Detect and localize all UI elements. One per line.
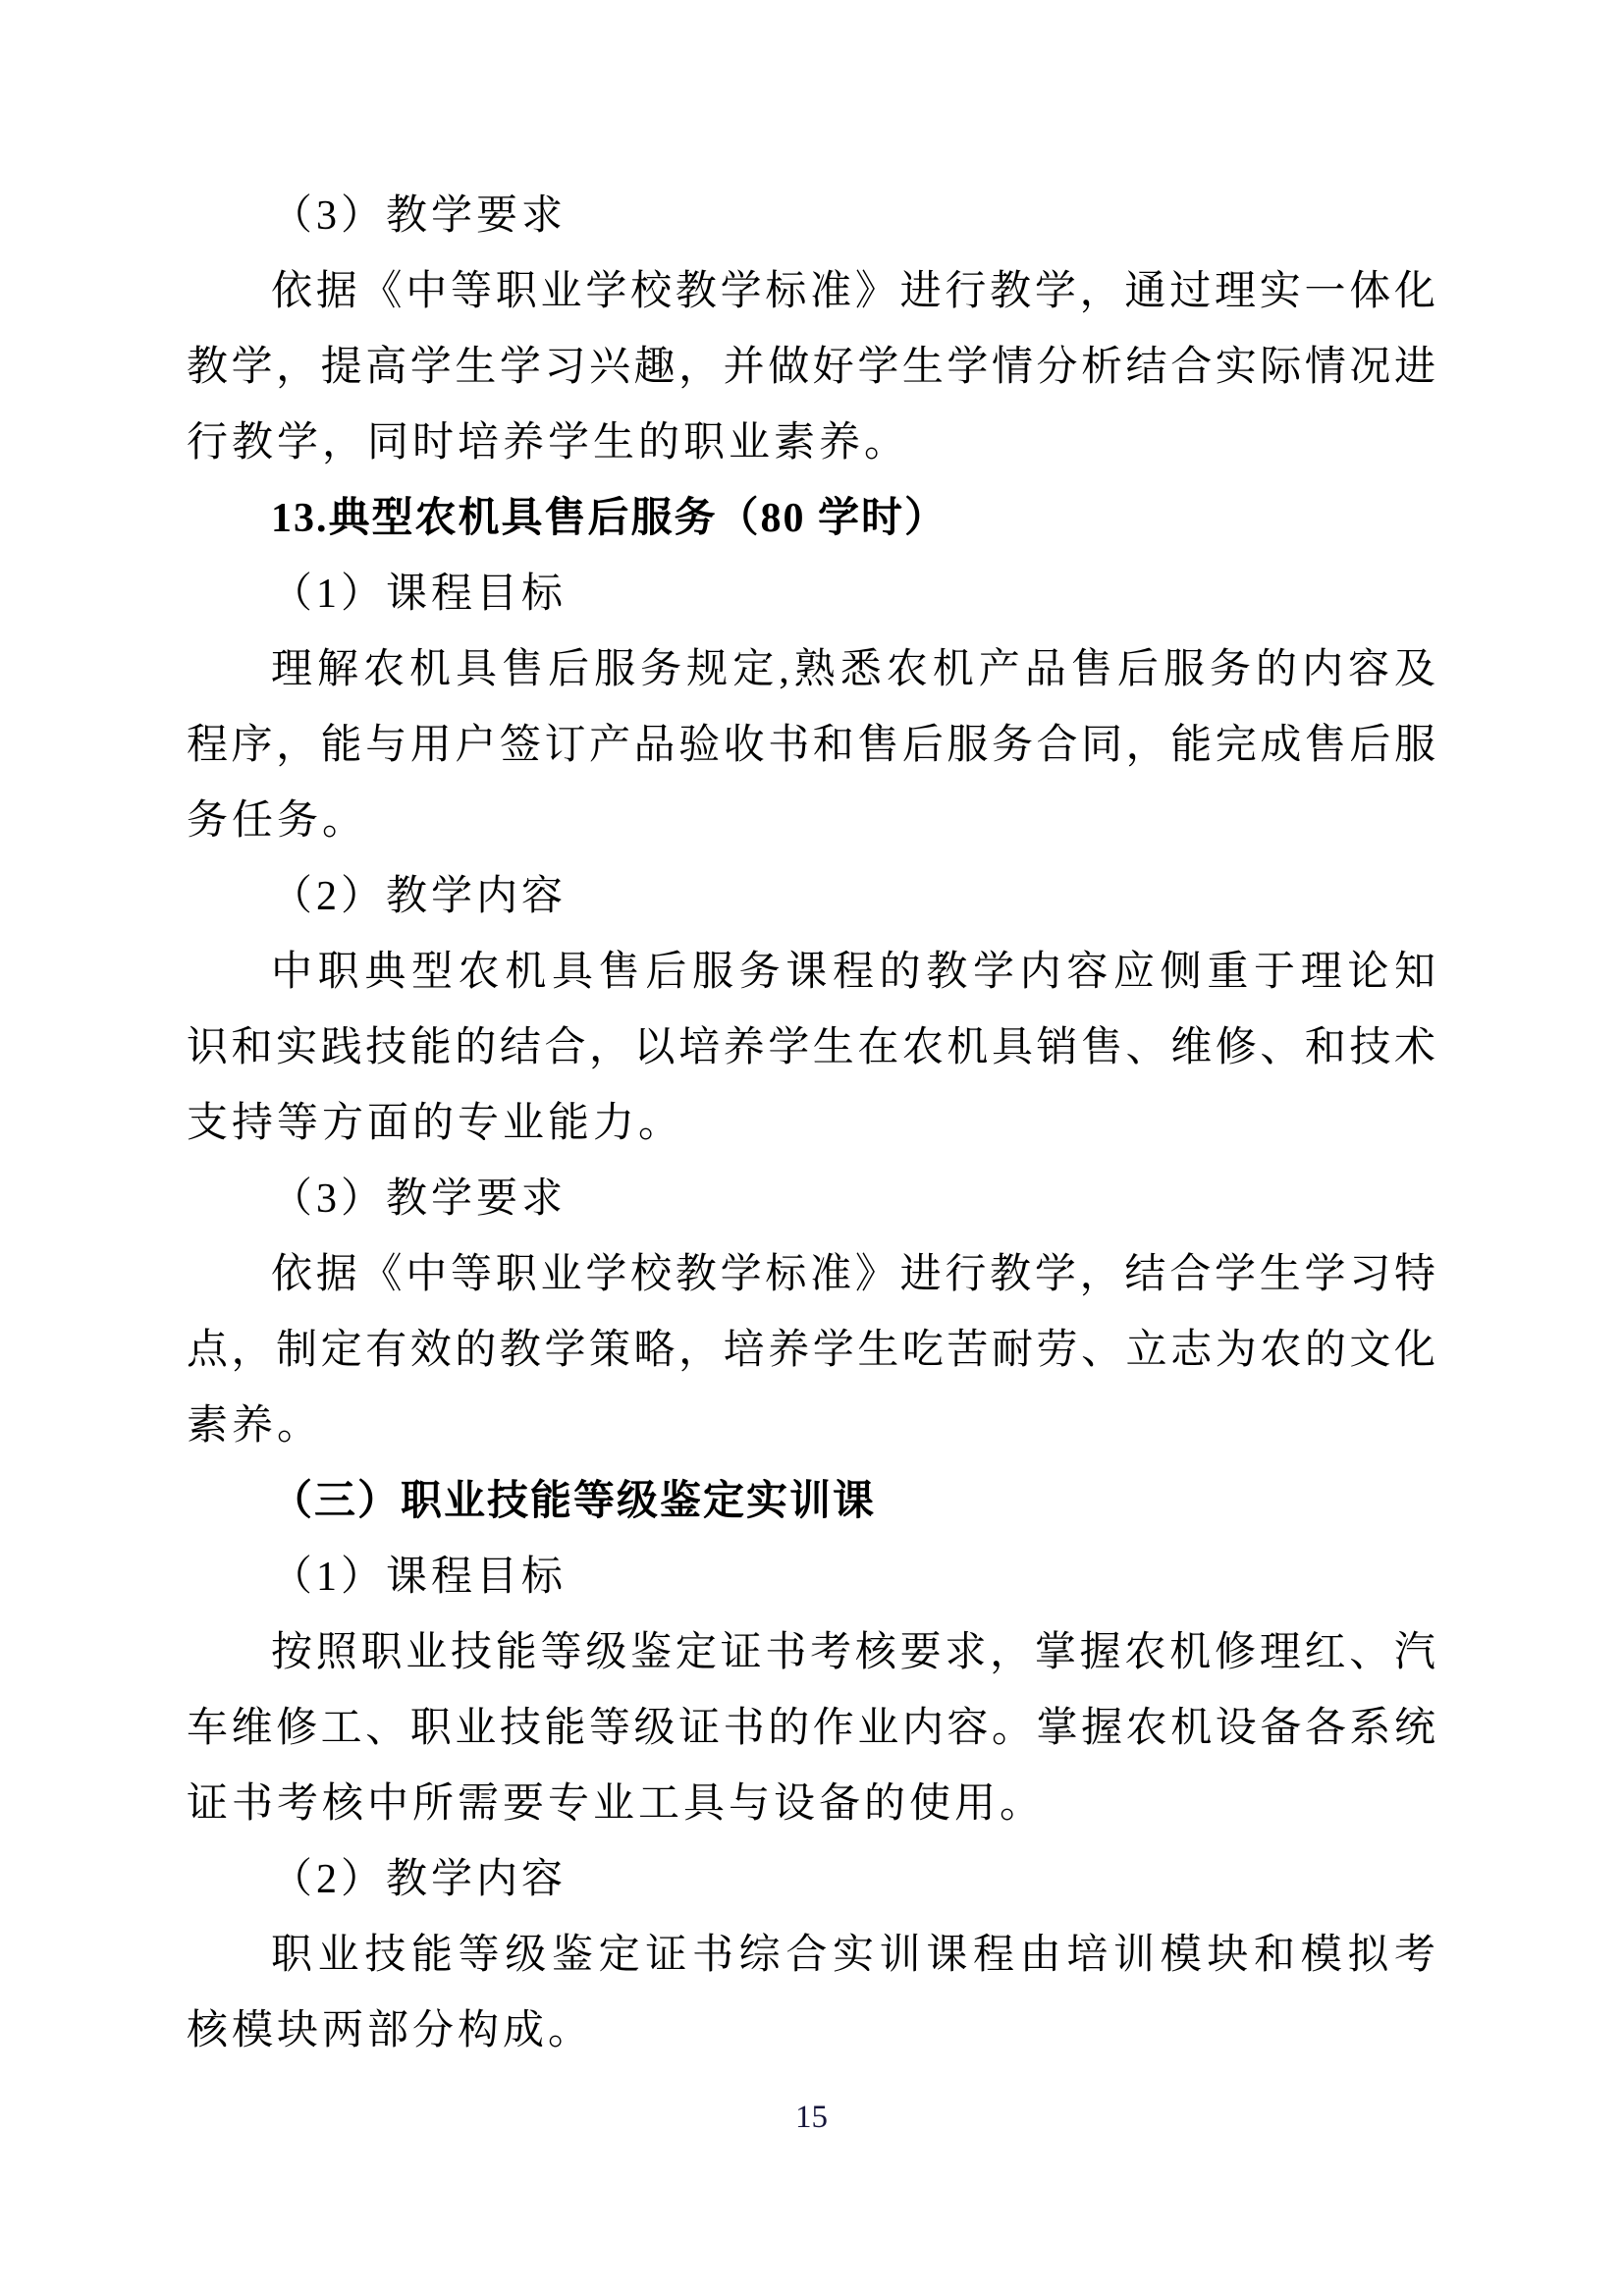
text-line: 核模块两部分构成。 bbox=[187, 2008, 594, 2053]
body-paragraph bbox=[187, 1918, 1435, 2069]
text-line: 程序，能与用户签订产品验收书和售后服务合同，能完成售后服 bbox=[187, 723, 1435, 768]
body-paragraph bbox=[187, 632, 1435, 859]
item-label bbox=[187, 179, 1435, 254]
text-line: （3）教学要求 bbox=[271, 1176, 568, 1222]
text-line: 车维修工、职业技能等级证书的作业内容。掌握农机设备各系统 bbox=[187, 1706, 1435, 1751]
text-line: 依据《中等职业学校教学标准》进行教学，通过理实一体化 bbox=[271, 269, 1435, 314]
text-line: （2）教学内容 bbox=[271, 874, 568, 919]
text-line: （1）课程目标 bbox=[271, 572, 568, 617]
item-label bbox=[187, 1842, 1435, 1918]
text-line: （3）教学要求 bbox=[271, 193, 568, 239]
body-paragraph bbox=[187, 1237, 1435, 1464]
item-label bbox=[187, 1162, 1435, 1237]
item-label bbox=[187, 859, 1435, 935]
text-line: （三）职业技能等级鉴定实训课 bbox=[271, 1479, 877, 1524]
text-line: 识和实践技能的结合，以培养学生在农机具销售、维修、和技术 bbox=[187, 1025, 1435, 1070]
text-line: 务任务。 bbox=[187, 798, 368, 844]
text-line: 证书考核中所需要专业工具与设备的使用。 bbox=[187, 1781, 1046, 1827]
item-label bbox=[187, 557, 1435, 632]
section-heading bbox=[187, 1464, 1435, 1540]
item-label bbox=[187, 1540, 1435, 1615]
text-line: 教学，提高学生学习兴趣，并做好学生学情分析结合实际情况进 bbox=[187, 345, 1435, 390]
text-line: 素养。 bbox=[187, 1403, 323, 1449]
text-line: 支持等方面的专业能力。 bbox=[187, 1101, 684, 1146]
text-line: 13.典型农机具售后服务（80 学时） bbox=[271, 496, 948, 541]
body-paragraph bbox=[187, 1615, 1435, 1842]
body-paragraph bbox=[187, 254, 1435, 481]
page-number: 15 bbox=[795, 2100, 828, 2135]
text-line: 按照职业技能等级鉴定证书考核要求，掌握农机修理红、汽 bbox=[271, 1630, 1435, 1675]
text-line: （1）课程目标 bbox=[271, 1555, 568, 1600]
body-paragraph bbox=[187, 935, 1435, 1162]
section-heading bbox=[187, 481, 1435, 557]
text-line: 理解农机具售后服务规定,熟悉农机产品售后服务的内容及 bbox=[271, 647, 1435, 692]
text-line: 行教学，同时培养学生的职业素养。 bbox=[187, 420, 910, 465]
text-line: 中职典型农机具售后服务课程的教学内容应侧重于理论知 bbox=[271, 950, 1435, 995]
document-body bbox=[187, 179, 1435, 2069]
text-line: 职业技能等级鉴定证书综合实训课程由培训模块和模拟考 bbox=[271, 1933, 1435, 1978]
text-line: 依据《中等职业学校教学标准》进行教学，结合学生学习特 bbox=[271, 1252, 1435, 1297]
text-line: （2）教学内容 bbox=[271, 1857, 568, 1902]
text-line: 点，制定有效的教学策略，培养学生吃苦耐劳、立志为农的文化 bbox=[187, 1328, 1435, 1373]
